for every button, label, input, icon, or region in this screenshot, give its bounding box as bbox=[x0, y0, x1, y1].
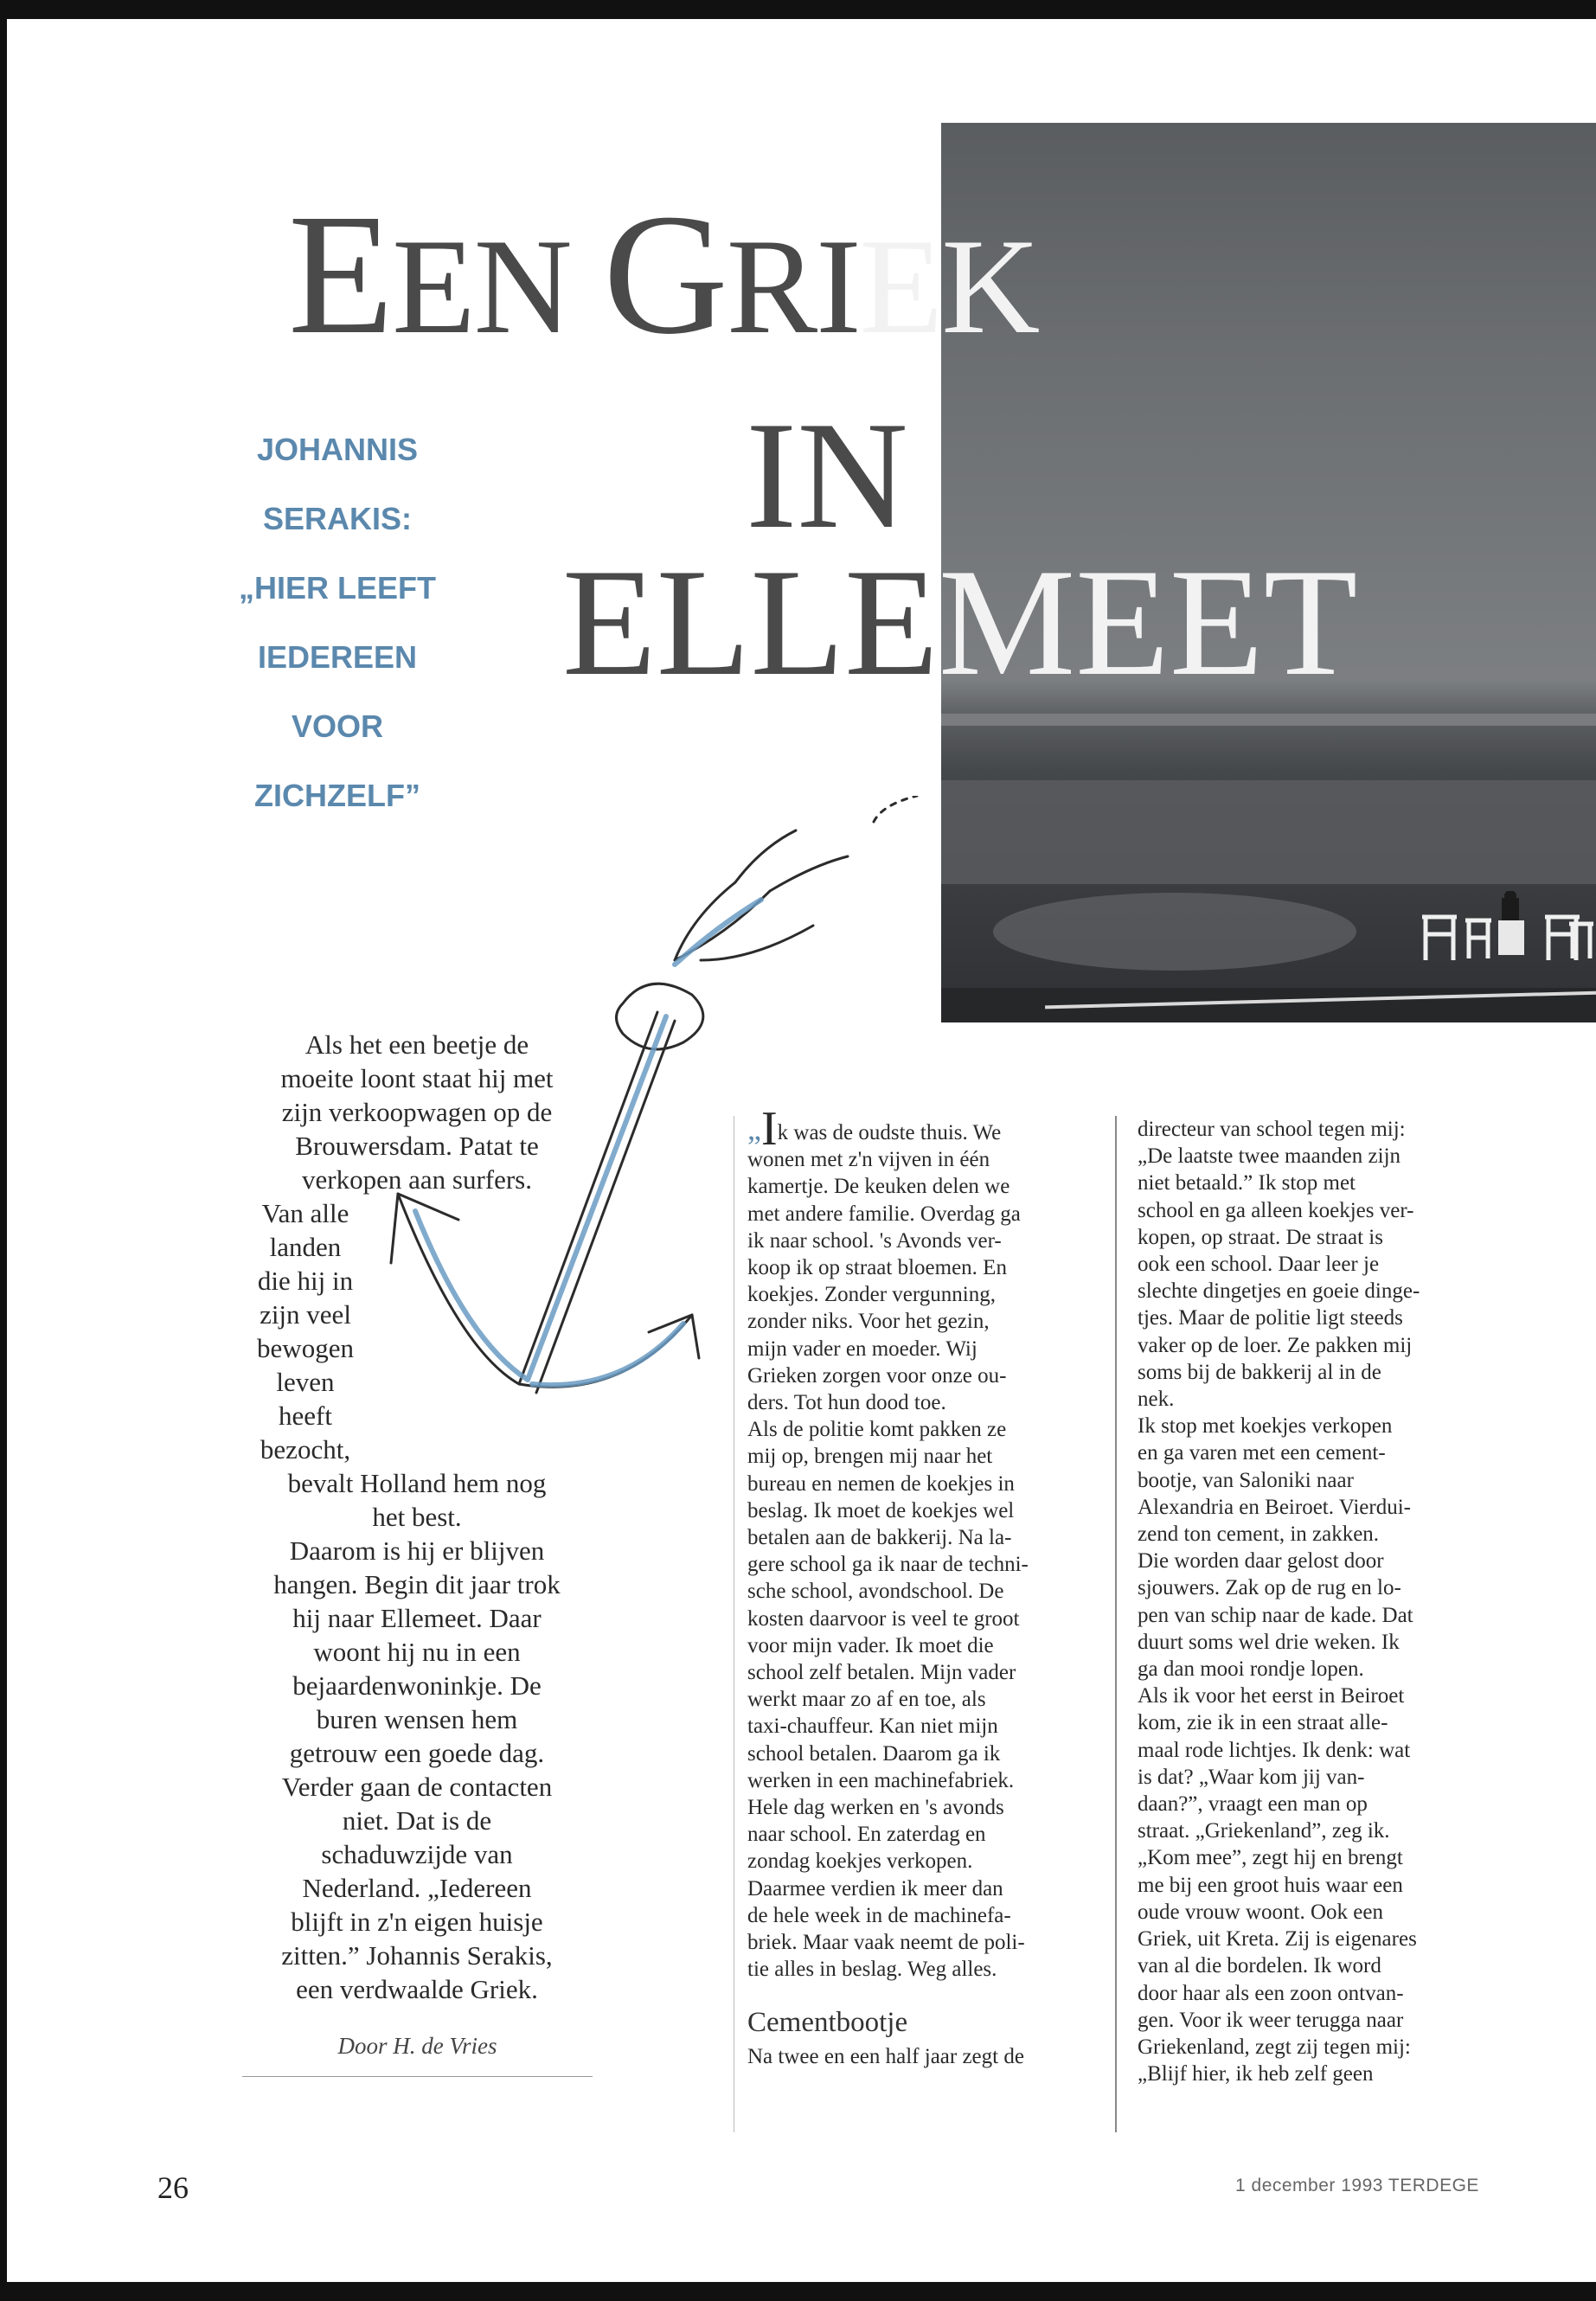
headline-line-3 bbox=[562, 536, 1358, 708]
intro-line: zitten.” Johannis Serakis, bbox=[281, 1940, 553, 1971]
body-line: is dat? „Waar kom jij van- bbox=[1138, 1765, 1365, 1789]
body-line: kopen, op straat. De straat is bbox=[1138, 1225, 1383, 1249]
body-line: mijn vader en moeder. Wij bbox=[747, 1336, 977, 1361]
body-line: Griekenland, zegt zij tegen mij: bbox=[1138, 2035, 1411, 2059]
body-column-right bbox=[1138, 1116, 1489, 2087]
body-column-middle bbox=[747, 1102, 1093, 2070]
body-line: school betalen. Daarom ga ik bbox=[747, 1741, 1001, 1766]
body-line: mij op, brengen mij naar het bbox=[747, 1445, 993, 1469]
intro-line: hangen. Begin dit jaar trok bbox=[273, 1569, 561, 1599]
intro-line: bejaardenwoninkje. De bbox=[292, 1670, 542, 1701]
body-line: soms bij de bakkerij al in de bbox=[1138, 1360, 1381, 1384]
subtitle-line: VOOR bbox=[291, 708, 383, 744]
body-line: bureau en nemen de koekjes in bbox=[747, 1471, 1015, 1496]
body-line: straat. „Griekenland”, zeg ik. bbox=[1138, 1819, 1390, 1843]
byline-rule bbox=[242, 2076, 593, 2077]
subtitle-line: IEDEREEN bbox=[257, 639, 418, 675]
body-line: „De laatste twee maanden zijn bbox=[1138, 1144, 1401, 1169]
body-line: Alexandria en Beiroet. Vierdui- bbox=[1138, 1495, 1411, 1519]
intro-line: Brouwersdam. Patat te bbox=[295, 1131, 539, 1161]
body-line: niet betaald.” Ik stop met bbox=[1138, 1171, 1356, 1195]
intro-line: woont hij nu in een bbox=[313, 1637, 521, 1667]
subtitle-line: JOHANNIS bbox=[256, 432, 419, 467]
subtitle bbox=[215, 415, 460, 830]
intro-line: Daarom is hij er blijven bbox=[289, 1535, 545, 1566]
intro-line: een verdwaalde Griek. bbox=[296, 1974, 538, 2004]
body-line: „Blijf hier, ik heb zelf geen bbox=[1138, 2062, 1374, 2086]
body-line: ga dan mooi rondje lopen. bbox=[1138, 1657, 1364, 1682]
body-line: Ik stop met koekjes verkopen bbox=[1138, 1414, 1393, 1439]
byline: Door H. de Vries bbox=[337, 2033, 497, 2059]
intro-line: blijft in z'n eigen huisje bbox=[291, 1907, 543, 1937]
body-line: de hele week in de machinefa- bbox=[747, 1903, 1011, 1927]
intro-line: Van alle bbox=[261, 1198, 349, 1228]
subtitle-line: „HIER LEEFT bbox=[238, 570, 436, 606]
intro-line: het best. bbox=[372, 1502, 462, 1532]
body-line: Hele dag werken en 's avonds bbox=[747, 1796, 1004, 1820]
issue-footer: 1 december 1993 TERDEGE bbox=[1235, 2176, 1479, 2195]
body-line: tie alles in beslag. Weg alles. bbox=[747, 1958, 997, 1982]
body-line: taxi-chauffeur. Kan niet mijn bbox=[747, 1715, 998, 1739]
body-line: en ga varen met een cement- bbox=[1138, 1441, 1386, 1465]
photo-horizon bbox=[941, 714, 1596, 726]
body-line: pen van schip naar de kade. Dat bbox=[1138, 1603, 1413, 1627]
body-line: Na twee en een half jaar zegt de bbox=[747, 2044, 1024, 2068]
body-line: beslag. Ik moet de koekjes wel bbox=[747, 1498, 1015, 1522]
headline-ri: RI bbox=[726, 211, 860, 362]
intro-line: verkopen aan surfers. bbox=[302, 1164, 532, 1195]
intro-line: moeite loont staat hij met bbox=[280, 1063, 554, 1093]
intro-line: Verder gaan de contacten bbox=[281, 1772, 553, 1802]
headline-line-2: IN bbox=[746, 389, 908, 561]
body-line: daan?”, vraagt een man op bbox=[1138, 1792, 1368, 1817]
body-line: werkt maar zo af en toe, als bbox=[747, 1688, 986, 1712]
body-line: ders. Tot hun dood toe. bbox=[747, 1391, 946, 1415]
headline-meet: MEET bbox=[938, 536, 1358, 708]
intro-line: buren wensen hem bbox=[316, 1704, 518, 1734]
body-line: zend ton cement, in zakken. bbox=[1138, 1522, 1380, 1547]
drop-cap bbox=[747, 1102, 1093, 1156]
intro-line: landen bbox=[269, 1232, 342, 1262]
body-line: ook een school. Daar leer je bbox=[1138, 1253, 1380, 1277]
body-line: Die worden daar gelost door bbox=[1138, 1549, 1384, 1574]
body-line: zondag koekjes verkopen. bbox=[747, 1849, 973, 1874]
body-line: koekjes. Zonder vergunning, bbox=[747, 1283, 996, 1307]
body-line: briek. Maar vaak neemt de poli- bbox=[747, 1931, 1025, 1955]
body-line: voor mijn vader. Ik moet die bbox=[747, 1633, 994, 1657]
body-line: betalen aan de bakkerij. Na la- bbox=[747, 1526, 1012, 1550]
intro-line: Als het een beetje de bbox=[304, 1029, 529, 1060]
body-line: Griek, uit Kreta. Zij is eigenares bbox=[1138, 1927, 1417, 1952]
body-line: kom, zie ik in een straat alle- bbox=[1138, 1711, 1388, 1735]
intro-line: niet. Dat is de bbox=[342, 1805, 492, 1836]
intro-line: heeft bbox=[279, 1400, 332, 1431]
intro-line: bezocht, bbox=[260, 1434, 351, 1465]
drop-cap-quote: „ bbox=[747, 1112, 761, 1146]
intro-line: bewogen bbox=[257, 1333, 354, 1363]
body-line: naar school. En zaterdag en bbox=[747, 1823, 986, 1847]
body-line: Daarmee verdien ik meer dan bbox=[747, 1876, 1003, 1900]
headline-ek: EK bbox=[859, 211, 1039, 362]
column-divider bbox=[1115, 1116, 1117, 2132]
body-line: tjes. Maar de politie ligt steeds bbox=[1138, 1306, 1403, 1330]
intro-line: leven bbox=[276, 1367, 335, 1397]
intro-line: Nederland. „Iedereen bbox=[302, 1873, 532, 1903]
body-line: zonder niks. Voor het gezin, bbox=[747, 1310, 990, 1334]
body-line: school en ga alleen koekjes ver- bbox=[1138, 1198, 1414, 1222]
intro-line: die hij in bbox=[257, 1266, 354, 1296]
body-line: Grieken zorgen voor onze ou- bbox=[747, 1363, 1007, 1388]
body-line: Als de politie komt pakken ze bbox=[747, 1418, 1007, 1442]
photo-shore bbox=[941, 780, 1596, 884]
body-line: „Kom mee”, zegt hij en brengt bbox=[1138, 1846, 1403, 1870]
body-line: door haar als een zoon ontvan- bbox=[1138, 1981, 1404, 2005]
page-border-bottom bbox=[0, 2282, 1596, 2301]
body-line: duurt soms wel drie weken. Ik bbox=[1138, 1630, 1400, 1654]
body-line: wonen met z'n vijven in één bbox=[747, 1148, 990, 1172]
page-border-top bbox=[0, 0, 1596, 19]
intro-line: hij naar Ellemeet. Daar bbox=[292, 1603, 542, 1633]
body-line: vaker op de loer. Ze pakken mij bbox=[1138, 1333, 1413, 1357]
body-line: sche school, avondschool. De bbox=[747, 1580, 1004, 1604]
body-line: kosten daarvoor is veel te groot bbox=[747, 1606, 1020, 1631]
intro-line: schaduwzijde van bbox=[321, 1839, 513, 1869]
body-line: kamertje. De keuken delen we bbox=[747, 1175, 1010, 1199]
headline-e: E bbox=[288, 179, 393, 370]
page-border-left bbox=[0, 0, 7, 2301]
page-number: 26 bbox=[157, 2170, 189, 2205]
body-line: school zelf betalen. Mijn vader bbox=[747, 1661, 1016, 1685]
intro-line: bevalt Holland hem nog bbox=[287, 1468, 547, 1498]
body-line: ik naar school. 's Avonds ver- bbox=[747, 1228, 1002, 1253]
headline-g: G bbox=[603, 179, 727, 370]
body-line: gen. Voor ik weer terugga naar bbox=[1138, 2008, 1404, 2032]
body-line: Als ik voor het eerst in Beiroet bbox=[1138, 1684, 1405, 1708]
headline-line-1 bbox=[288, 179, 1039, 370]
headline-elle: ELLE bbox=[562, 536, 939, 708]
body-line: van al die bordelen. Ik word bbox=[1138, 1954, 1381, 1978]
body-line: k was de oudste thuis. We bbox=[777, 1121, 1002, 1144]
body-line: me bij een groot huis waar een bbox=[1138, 1873, 1403, 1897]
intro-line: zijn verkoopwagen op de bbox=[281, 1097, 553, 1127]
body-line: met andere familie. Overdag ga bbox=[747, 1202, 1021, 1226]
intro-line: zijn veel bbox=[260, 1299, 351, 1330]
body-line: werken in een machinefabriek. bbox=[747, 1768, 1015, 1792]
intro-line: getrouw een goede dag. bbox=[289, 1738, 545, 1768]
body-line: sjouwers. Zak op de rug en lo- bbox=[1138, 1576, 1401, 1600]
body-line: maal rode lichtjes. Ik denk: wat bbox=[1138, 1738, 1411, 1762]
headline-en: EN bbox=[392, 211, 604, 362]
drop-cap-letter: I bbox=[760, 1102, 778, 1156]
photo-wet-sand bbox=[993, 893, 1356, 971]
body-line: slechte dingetjes en goeie dinge- bbox=[1138, 1279, 1420, 1304]
section-subhead: Cementbootje bbox=[747, 2006, 908, 2038]
body-line: koop ik op straat bloemen. En bbox=[747, 1256, 1007, 1280]
terrace-chairs-icon bbox=[1415, 891, 1596, 969]
body-line: oude vrouw woont. Ook een bbox=[1138, 1900, 1383, 1924]
subtitle-line: ZICHZELF” bbox=[254, 778, 420, 813]
body-line: gere school ga ik naar de techni- bbox=[747, 1553, 1029, 1577]
body-line: directeur van school tegen mij: bbox=[1138, 1118, 1406, 1141]
subtitle-line: SERAKIS: bbox=[262, 501, 413, 536]
body-line: bootje, van Saloniki naar bbox=[1138, 1468, 1354, 1492]
body-line: nek. bbox=[1138, 1388, 1175, 1412]
